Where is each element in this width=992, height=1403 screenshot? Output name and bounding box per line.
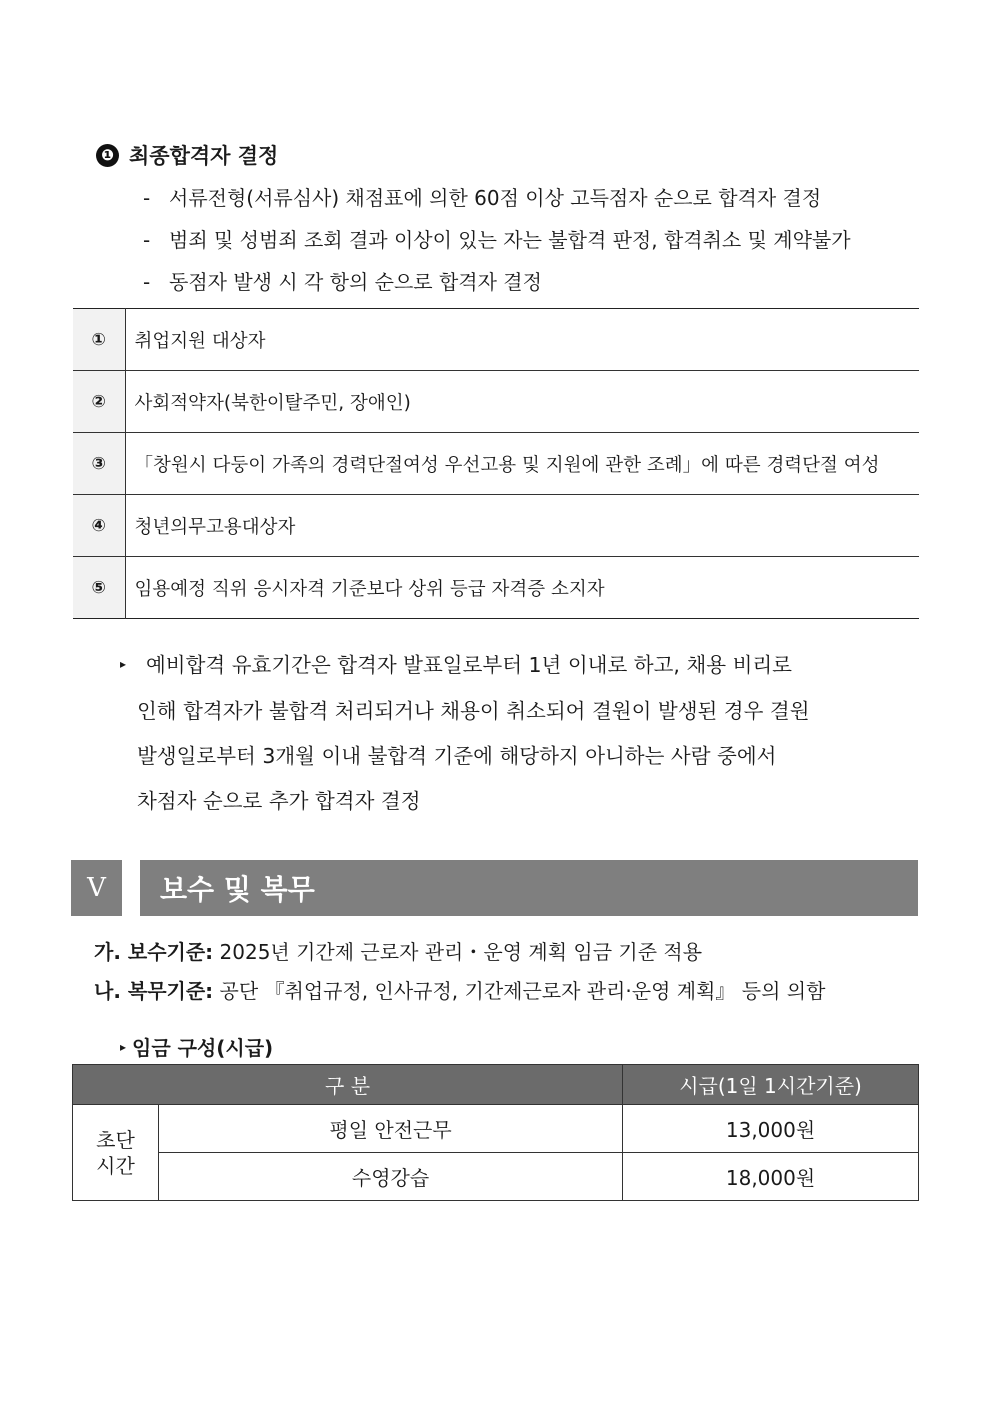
wage-rate: 18,000원 — [623, 1153, 919, 1201]
triangle-bullet-icon: ▸ — [120, 1039, 127, 1054]
section-number-badge: Ⅴ — [71, 860, 122, 916]
reserve-pass-note: ▸ 예비합격 유효기간은 합격자 발표일로부터 1년 이내로 하고, 채용 비리로 인해 합격자가 불합격 처리되거나 채용이 취소되어 결원이 발생된 경우 결원 발생일로부터 3개월 이내 불합격 기준에 해당하지 아니하는 사람 중에서 차점자 순으로 추가 합격자 결정 — [120, 643, 920, 824]
table-row — [73, 371, 919, 433]
header-hourly-rate: 시급(1일 1시간기준) — [623, 1065, 919, 1105]
priority-text: 「창원시 다둥이 가족의 경력단절여성 우선고용 및 지원에 관한 조례」에 따른 경력단절 여성 — [125, 433, 919, 495]
triangle-bullet-icon: ▸ — [120, 656, 127, 671]
priority-text: 청년의무고용대상자 — [125, 495, 919, 557]
wage-table — [72, 1064, 919, 1201]
table-row — [73, 557, 919, 619]
priority-text: 임용예정 직위 응시자격 기준보다 상위 등급 자격증 소지자 — [125, 557, 919, 619]
final-decision-heading — [96, 140, 278, 170]
table-row — [73, 1105, 919, 1153]
number-one-icon: ❶ — [96, 144, 119, 167]
decision-item: - 동점자 발생 시 각 항의 순으로 합격자 결정 — [143, 270, 542, 294]
priority-text: 사회적약자(북한이탈주민, 장애인) — [125, 371, 919, 433]
table-row — [73, 495, 919, 557]
wage-heading: ▸ 임금 구성(시급) — [120, 1036, 274, 1060]
table-row — [73, 1153, 919, 1201]
table-row — [73, 433, 919, 495]
section-title: 보수 및 복무 — [140, 860, 918, 916]
decision-item: - 서류전형(서류심사) 채점표에 의한 60점 이상 고득점자 순으로 합격자 결정 — [143, 186, 822, 210]
priority-text: 취업지원 대상자 — [134, 330, 266, 352]
pay-standard: 가. 보수기준: 2025년 기간제 근로자 관리・운영 계획 임금 기준 적용 — [94, 940, 703, 964]
table-row — [73, 309, 919, 371]
priority-number: ① — [73, 309, 125, 371]
priority-number: ② — [73, 371, 125, 433]
wage-type: 평일 안전근무 — [159, 1105, 623, 1153]
final-decision-title: 최종합격자 결정 — [129, 144, 279, 168]
header-category: 구 분 — [73, 1065, 623, 1105]
priority-number: ④ — [73, 495, 125, 557]
service-standard: 나. 복무기준: 공단 『취업규정, 인사규정, 기간제근로자 관리·운영 계획』 등의 의함 — [94, 979, 826, 1003]
row-group-label: 초단 시간 — [73, 1105, 159, 1201]
table-header-row — [73, 1065, 919, 1105]
tie-break-priority-table — [73, 308, 919, 619]
priority-number: ③ — [73, 433, 125, 495]
wage-rate: 13,000원 — [623, 1105, 919, 1153]
decision-item: - 범죄 및 성범죄 조회 결과 이상이 있는 자는 불합격 판정, 합격취소 및 계약불가 — [143, 228, 851, 252]
priority-number: ⑤ — [73, 557, 125, 619]
wage-type: 수영강습 — [159, 1153, 623, 1201]
